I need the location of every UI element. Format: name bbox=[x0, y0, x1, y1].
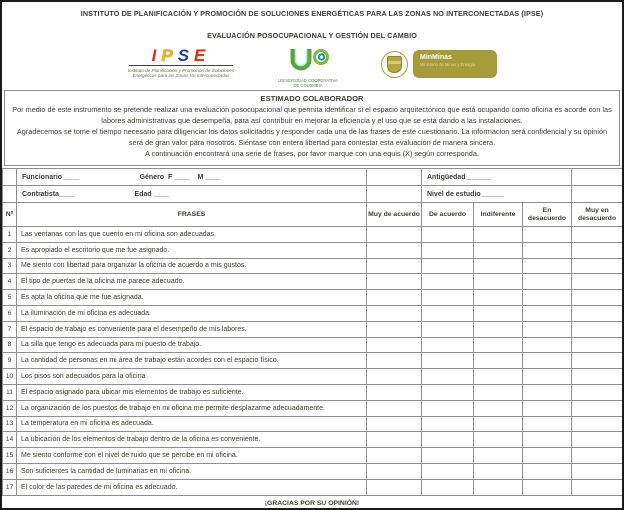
intro-box bbox=[4, 90, 620, 166]
funcionario-field[interactable]: Funcionario ____ bbox=[22, 173, 80, 181]
col-header-indiferente: Indiferente bbox=[474, 203, 523, 227]
frase-number: 9 bbox=[3, 353, 17, 369]
ipse-letter-p: P bbox=[161, 46, 178, 65]
intro-paragraph-3: A continuación encontrará una serie de frases, por favor marque con una equis (X) según corresponda. bbox=[145, 148, 479, 158]
frase-row bbox=[3, 242, 623, 258]
funcionario-genero-cell[interactable] bbox=[17, 169, 367, 186]
rating-cell-en-desacuerdo[interactable] bbox=[523, 337, 572, 353]
rating-cell-muy-en-desacuerdo[interactable] bbox=[572, 448, 623, 464]
rating-cell-de-acuerdo[interactable] bbox=[422, 369, 474, 385]
rating-cell-muy-en-desacuerdo[interactable] bbox=[572, 227, 623, 243]
rating-cell-en-desacuerdo[interactable] bbox=[523, 353, 572, 369]
rating-cell-de-acuerdo[interactable] bbox=[422, 321, 474, 337]
rating-cell-en-desacuerdo[interactable] bbox=[523, 369, 572, 385]
rating-cell-muy-de-acuerdo[interactable] bbox=[367, 290, 422, 306]
rating-cell-muy-de-acuerdo[interactable] bbox=[367, 479, 422, 495]
frase-number: 2 bbox=[3, 242, 17, 258]
frase-row bbox=[3, 321, 623, 337]
rating-cell-indiferente[interactable] bbox=[474, 479, 523, 495]
rating-cell-muy-en-desacuerdo[interactable] bbox=[572, 479, 623, 495]
rating-cell-muy-en-desacuerdo[interactable] bbox=[572, 416, 623, 432]
rating-cell-de-acuerdo[interactable] bbox=[422, 290, 474, 306]
frase-row bbox=[3, 416, 623, 432]
rating-cell-indiferente[interactable] bbox=[474, 227, 523, 243]
frase-number: 12 bbox=[3, 400, 17, 416]
antiguedad-field[interactable]: Antigüedad ______ bbox=[422, 169, 572, 186]
rating-cell-en-desacuerdo[interactable] bbox=[523, 448, 572, 464]
frase-text: La organización de los puestos de trabajo en mi oficina me permite desplazarme adecuadamente. bbox=[17, 400, 367, 416]
col-header-de-acuerdo: De acuerdo bbox=[422, 203, 474, 227]
frase-text: La cantidad de personas en mi área de trabajo están acordes con el espacio físico. bbox=[17, 353, 367, 369]
rating-cell-indiferente[interactable] bbox=[474, 242, 523, 258]
contratista-field[interactable]: Contratista____ bbox=[22, 190, 75, 198]
frase-row bbox=[3, 274, 623, 290]
colombia-coat-of-arms-icon bbox=[381, 51, 408, 78]
rating-cell-muy-en-desacuerdo[interactable] bbox=[572, 258, 623, 274]
uc-subtitle-line2: DE COLOMBIA bbox=[293, 83, 323, 88]
rating-cell-en-desacuerdo[interactable] bbox=[523, 384, 572, 400]
minminas-subtitle: Ministerio de Minas y Energía bbox=[420, 62, 476, 67]
rating-cell-de-acuerdo[interactable] bbox=[422, 448, 474, 464]
uc-logo bbox=[273, 47, 343, 88]
rating-cell-en-desacuerdo[interactable] bbox=[523, 258, 572, 274]
rating-cell-indiferente[interactable] bbox=[474, 384, 523, 400]
frase-number: 17 bbox=[3, 479, 17, 495]
rating-cell-muy-en-desacuerdo[interactable] bbox=[572, 432, 623, 448]
info-row-2 bbox=[3, 186, 623, 203]
rating-cell-en-desacuerdo[interactable] bbox=[523, 305, 572, 321]
frase-row bbox=[3, 337, 623, 353]
frase-text: Me siento con libertad para organizar la oficina de acuerdo a mis gustos. bbox=[17, 258, 367, 274]
rating-cell-muy-en-desacuerdo[interactable] bbox=[572, 337, 623, 353]
rating-cell-indiferente[interactable] bbox=[474, 448, 523, 464]
rating-cell-muy-de-acuerdo[interactable] bbox=[367, 400, 422, 416]
frase-text: Son suficientes la cantidad de luminarias en mi oficina. bbox=[17, 463, 367, 479]
frase-number: 10 bbox=[3, 369, 17, 385]
frase-text: Es apropiado el escritorio que me fue asignado. bbox=[17, 242, 367, 258]
rating-cell-muy-en-desacuerdo[interactable] bbox=[572, 274, 623, 290]
frase-text: El espacio asignado para ubicar mis elementos de trabajo es suficiente. bbox=[17, 384, 367, 400]
rating-cell-muy-de-acuerdo[interactable] bbox=[367, 353, 422, 369]
col-header-muy-de-acuerdo: Muy de acuerdo bbox=[367, 203, 422, 227]
nivel-estudio-field[interactable]: Nivel de estudio______ bbox=[422, 186, 572, 203]
rating-cell-muy-en-desacuerdo[interactable] bbox=[572, 400, 623, 416]
frase-row bbox=[3, 448, 623, 464]
ipse-letter-e: E bbox=[194, 46, 211, 65]
rating-cell-muy-de-acuerdo[interactable] bbox=[367, 416, 422, 432]
rating-cell-en-desacuerdo[interactable] bbox=[523, 274, 572, 290]
frase-row bbox=[3, 432, 623, 448]
frase-text: La iluminación de mi oficina es adecuada. bbox=[17, 305, 367, 321]
rating-cell-indiferente[interactable] bbox=[474, 369, 523, 385]
minminas-badge bbox=[413, 50, 497, 78]
frase-row bbox=[3, 258, 623, 274]
rating-cell-indiferente[interactable] bbox=[474, 416, 523, 432]
rating-cell-indiferente[interactable] bbox=[474, 463, 523, 479]
intro-title: ESTIMADO COLABORADOR bbox=[260, 94, 364, 103]
frase-row bbox=[3, 400, 623, 416]
rating-cell-muy-en-desacuerdo[interactable] bbox=[572, 369, 623, 385]
frase-row bbox=[3, 305, 623, 321]
rating-cell-muy-de-acuerdo[interactable] bbox=[367, 337, 422, 353]
frase-number: 4 bbox=[3, 274, 17, 290]
rating-cell-muy-de-acuerdo[interactable] bbox=[367, 242, 422, 258]
rating-cell-muy-de-acuerdo[interactable] bbox=[367, 274, 422, 290]
col-header-numero: Nº bbox=[3, 203, 17, 227]
rating-cell-muy-en-desacuerdo[interactable] bbox=[572, 321, 623, 337]
frase-text: Me siento conforme con el nivel de ruido que se percibe en mi oficina. bbox=[17, 448, 367, 464]
frases-body bbox=[3, 227, 623, 496]
info-empty-cell bbox=[572, 169, 623, 186]
uc-subtitle-line1: UNIVERSIDAD COOPERATIVA bbox=[278, 78, 338, 83]
ipse-letter-s: S bbox=[177, 46, 195, 65]
contratista-edad-cell[interactable] bbox=[17, 186, 367, 203]
rating-cell-indiferente[interactable] bbox=[474, 290, 523, 306]
uc-emblem-icon bbox=[286, 48, 330, 72]
info-row-1 bbox=[3, 169, 623, 186]
frase-row bbox=[3, 227, 623, 243]
thanks-message: ¡GRACIAS POR SU OPINIÓN! bbox=[264, 499, 360, 507]
rating-cell-muy-de-acuerdo[interactable] bbox=[367, 369, 422, 385]
rating-cell-en-desacuerdo[interactable] bbox=[523, 479, 572, 495]
minminas-name: MinMinas bbox=[420, 54, 452, 61]
rating-cell-de-acuerdo[interactable] bbox=[422, 353, 474, 369]
rating-cell-en-desacuerdo[interactable] bbox=[523, 290, 572, 306]
rating-cell-indiferente[interactable] bbox=[474, 321, 523, 337]
rating-cell-de-acuerdo[interactable] bbox=[422, 305, 474, 321]
frase-row bbox=[3, 384, 623, 400]
frase-number: 1 bbox=[3, 227, 17, 243]
rating-cell-muy-de-acuerdo[interactable] bbox=[367, 321, 422, 337]
rating-cell-indiferente[interactable] bbox=[474, 432, 523, 448]
ipse-subtitle: Instituto de Planificación y Promoción de Soluciones Energéticas para las Zonas No Interconectadas bbox=[127, 68, 235, 79]
rating-cell-muy-en-desacuerdo[interactable] bbox=[572, 353, 623, 369]
frase-number: 16 bbox=[3, 463, 17, 479]
frase-text: Es apta la oficina que me fue asignada. bbox=[17, 290, 367, 306]
intro-paragraph-2: Agradecemos se tome el tiempo necesario para diligenciar los datos solicitados y responder cada una de las frases de este cuestionario. La informacion será confidencial y su opinión será de gran valor para nosotros. Siéntase con entera libertad para contestar esta evaluación de manera sincera. bbox=[16, 126, 608, 147]
table-header-row bbox=[3, 203, 623, 227]
rating-cell-indiferente[interactable] bbox=[474, 353, 523, 369]
rating-cell-de-acuerdo[interactable] bbox=[422, 242, 474, 258]
rating-cell-muy-de-acuerdo[interactable] bbox=[367, 227, 422, 243]
frase-number: 6 bbox=[3, 305, 17, 321]
intro-paragraph-1: Por medio de este instrumento se pretende realizar una evaluación posocupacional que permita identificar si el espacio arquitectónico que está ocupando como oficina es acorde con las labores administrativas que desempeña, para así contribuir en mejorar la eficiencia y el uso que se está dando a las instalaciones. bbox=[12, 105, 612, 125]
ipse-letter-i: I bbox=[151, 46, 162, 65]
frase-number: 3 bbox=[3, 258, 17, 274]
ipse-underline bbox=[129, 65, 233, 66]
rating-cell-indiferente[interactable] bbox=[474, 337, 523, 353]
frase-number: 7 bbox=[3, 321, 17, 337]
rating-cell-de-acuerdo[interactable] bbox=[422, 479, 474, 495]
rating-cell-en-desacuerdo[interactable] bbox=[523, 432, 572, 448]
frase-text: La temperatura en mi oficina es adecuada. bbox=[17, 416, 367, 432]
rating-cell-de-acuerdo[interactable] bbox=[422, 258, 474, 274]
minminas-logo bbox=[381, 47, 497, 78]
rating-cell-en-desacuerdo[interactable] bbox=[523, 242, 572, 258]
institution-title: INSTITUTO DE PLANIFICACIÓN Y PROMOCIÓN DE SOLUCIONES ENERGÉTICAS PARA LAS ZONAS NO INTERCONECTADAS (IPSE) bbox=[80, 9, 544, 18]
rating-cell-muy-en-desacuerdo[interactable] bbox=[572, 463, 623, 479]
frase-text: El espacio de trabajo es conveniente para el desempeño de mis labores. bbox=[17, 321, 367, 337]
col-header-frases: FRASES bbox=[17, 203, 367, 227]
frase-text: El color de las paredes de mi oficina es adecuado. bbox=[17, 479, 367, 495]
rating-cell-en-desacuerdo[interactable] bbox=[523, 416, 572, 432]
ipse-wordmark bbox=[127, 47, 235, 64]
logo-row bbox=[2, 47, 622, 87]
frase-number: 14 bbox=[3, 432, 17, 448]
rating-cell-muy-en-desacuerdo[interactable] bbox=[572, 290, 623, 306]
rating-cell-muy-de-acuerdo[interactable] bbox=[367, 305, 422, 321]
rating-cell-de-acuerdo[interactable] bbox=[422, 400, 474, 416]
edad-field[interactable]: Edad ____ bbox=[134, 190, 170, 198]
evaluation-title: EVALUACIÓN POSOCUPACIONAL Y GESTIÓN DEL CAMBIO bbox=[207, 31, 417, 40]
rating-cell-de-acuerdo[interactable] bbox=[422, 432, 474, 448]
info-empty-cell bbox=[367, 186, 422, 203]
rating-cell-muy-de-acuerdo[interactable] bbox=[367, 258, 422, 274]
ipse-logo bbox=[127, 47, 235, 79]
frase-number: 15 bbox=[3, 448, 17, 464]
frase-row bbox=[3, 463, 623, 479]
rating-cell-muy-de-acuerdo[interactable] bbox=[367, 448, 422, 464]
rating-cell-muy-en-desacuerdo[interactable] bbox=[572, 384, 623, 400]
rating-cell-indiferente[interactable] bbox=[474, 258, 523, 274]
frase-text: Los pisos son adecuados para la oficina bbox=[17, 369, 367, 385]
frase-number: 11 bbox=[3, 384, 17, 400]
info-empty-cell bbox=[572, 186, 623, 203]
rating-cell-indiferente[interactable] bbox=[474, 400, 523, 416]
rating-cell-en-desacuerdo[interactable] bbox=[523, 321, 572, 337]
frase-number: 5 bbox=[3, 290, 17, 306]
rating-cell-de-acuerdo[interactable] bbox=[422, 274, 474, 290]
rating-cell-de-acuerdo[interactable] bbox=[422, 416, 474, 432]
rating-cell-indiferente[interactable] bbox=[474, 274, 523, 290]
frase-text: La silla que tengo es adecuada para mi puesto de trabajo. bbox=[17, 337, 367, 353]
frase-row bbox=[3, 479, 623, 495]
info-spacer-cell bbox=[3, 169, 17, 186]
rating-cell-indiferente[interactable] bbox=[474, 305, 523, 321]
frase-text: Las ventanas con las que cuento en mi oficina son adecuadas. bbox=[17, 227, 367, 243]
rating-cell-de-acuerdo[interactable] bbox=[422, 227, 474, 243]
col-header-muy-en-desacuerdo: Muy en desacuerdo bbox=[572, 203, 623, 227]
rating-cell-en-desacuerdo[interactable] bbox=[523, 463, 572, 479]
document-header bbox=[2, 2, 622, 40]
frase-row bbox=[3, 369, 623, 385]
frase-text: La ubicación de los elementos de trabajo dentro de la oficina es conveniente. bbox=[17, 432, 367, 448]
rating-cell-muy-de-acuerdo[interactable] bbox=[367, 384, 422, 400]
frase-row bbox=[3, 353, 623, 369]
frase-number: 8 bbox=[3, 337, 17, 353]
rating-cell-muy-de-acuerdo[interactable] bbox=[367, 432, 422, 448]
rating-cell-muy-de-acuerdo[interactable] bbox=[367, 463, 422, 479]
genero-field[interactable]: Género F ____ M ____ bbox=[139, 173, 221, 181]
rating-cell-de-acuerdo[interactable] bbox=[422, 463, 474, 479]
info-spacer-cell bbox=[3, 186, 17, 203]
rating-cell-en-desacuerdo[interactable] bbox=[523, 227, 572, 243]
rating-cell-de-acuerdo[interactable] bbox=[422, 337, 474, 353]
rating-cell-de-acuerdo[interactable] bbox=[422, 384, 474, 400]
col-header-en-desacuerdo: En desacuerdo bbox=[523, 203, 572, 227]
rating-cell-muy-en-desacuerdo[interactable] bbox=[572, 305, 623, 321]
frase-text: El tipo de puertas de la oficina me parece adecuado. bbox=[17, 274, 367, 290]
frase-row bbox=[3, 290, 623, 306]
rating-cell-muy-en-desacuerdo[interactable] bbox=[572, 242, 623, 258]
rating-cell-en-desacuerdo[interactable] bbox=[523, 400, 572, 416]
info-empty-cell bbox=[367, 169, 422, 186]
frase-number: 13 bbox=[3, 416, 17, 432]
survey-table bbox=[2, 168, 623, 496]
